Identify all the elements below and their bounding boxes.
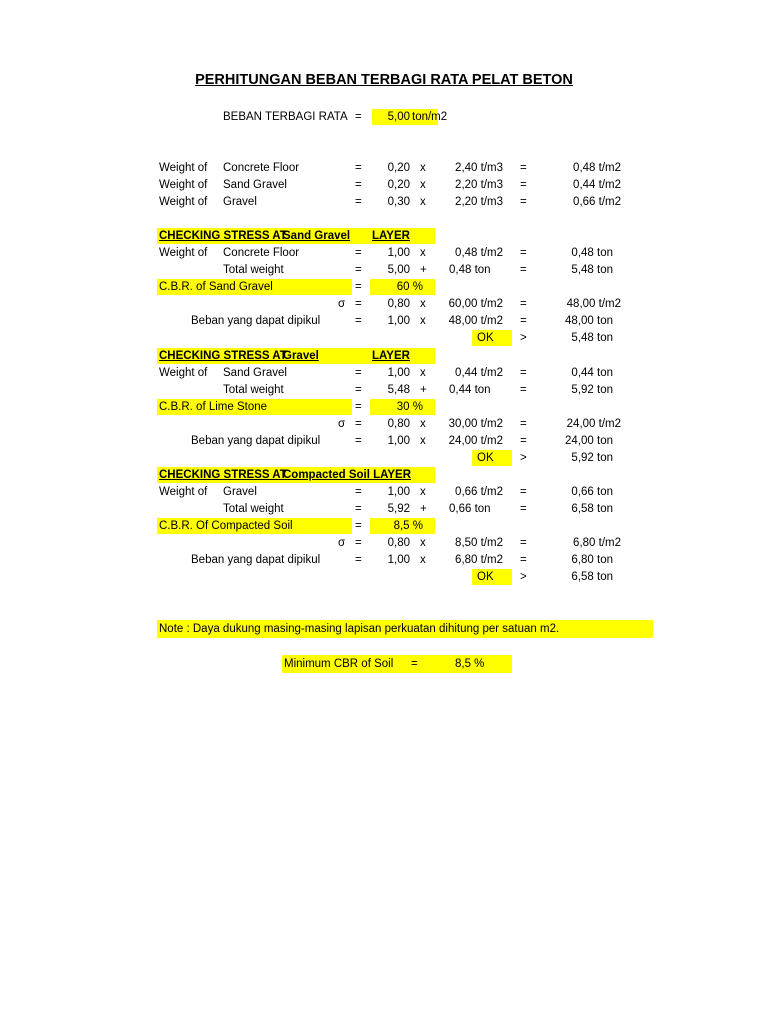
weight-density: 2,20 t/m3	[455, 179, 503, 191]
bearing-label: Beban yang dapat dipikul	[191, 554, 321, 566]
ok-gt: >	[520, 332, 527, 344]
total-weight-label: Total weight	[223, 264, 284, 276]
total-add: 0,66 ton	[449, 503, 491, 515]
ok-result: 5,48 ton	[571, 332, 613, 344]
total-weight-label: Total weight	[223, 384, 284, 396]
weight-eq: =	[355, 179, 362, 191]
minimum-label: Minimum CBR of Soil	[284, 658, 394, 670]
total-result: 5,48 ton	[571, 264, 613, 276]
section-heading-prefix: CHECKING STRESS AT	[159, 350, 287, 362]
bearing-result: 48,00 ton	[565, 315, 613, 327]
weight-eq: =	[355, 196, 362, 208]
ok-status: OK	[477, 452, 494, 464]
sigma-factor: 0,80	[387, 418, 410, 430]
sigma-result: 24,00 t/m2	[566, 418, 621, 430]
sigma-eq2: =	[520, 537, 527, 549]
weight-result: 0,66 ton	[571, 486, 613, 498]
total-eq: =	[355, 264, 362, 276]
weight-material: Sand Gravel	[223, 179, 287, 191]
total-eq2: =	[520, 503, 527, 515]
weight-eq2: =	[520, 247, 527, 259]
section-heading-layer-name: Gravel	[283, 350, 319, 362]
weight-label: Weight of	[159, 486, 208, 498]
weight-label: Weight of	[159, 162, 208, 174]
bearing-op: x	[420, 435, 426, 447]
weight-result: 0,48 ton	[571, 247, 613, 259]
cbr-value: 30 %	[396, 401, 423, 413]
sigma-cbr-load: 60,00 t/m2	[448, 298, 503, 310]
total-prev: 5,00	[387, 264, 410, 276]
weight-label: Weight of	[159, 179, 208, 191]
beban-label: BEBAN TERBAGI RATA	[223, 111, 348, 123]
weight-label: Weight of	[159, 247, 208, 259]
section-heading-layer-name: Sand Gravel	[283, 230, 351, 242]
sigma-eq2: =	[520, 298, 527, 310]
total-add: 0,48 ton	[449, 264, 491, 276]
total-result: 5,92 ton	[571, 384, 613, 396]
bearing-factor: 1,00	[387, 435, 410, 447]
bearing-factor: 1,00	[387, 315, 410, 327]
bearing-eq: =	[355, 435, 362, 447]
section-heading-prefix: CHECKING STRESS AT	[159, 469, 287, 481]
bearing-label: Beban yang dapat dipikul	[191, 435, 321, 447]
cbr-label: C.B.R. Of Compacted Soil	[159, 520, 293, 532]
sigma-result: 6,80 t/m2	[573, 537, 621, 549]
total-prev: 5,92	[387, 503, 410, 515]
sigma-eq: =	[355, 537, 362, 549]
bearing-eq: =	[355, 315, 362, 327]
weight-eq2: =	[520, 367, 527, 379]
weight-material: Concrete Floor	[223, 247, 300, 259]
weight-factor: 1,00	[387, 367, 410, 379]
sigma-symbol: σ	[338, 418, 346, 430]
weight-thickness: 0,30	[387, 196, 410, 208]
total-weight-label: Total weight	[223, 503, 284, 515]
weight-op: x	[420, 162, 426, 174]
cbr-value: 8,5 %	[393, 520, 423, 532]
sigma-cbr-load: 8,50 t/m2	[455, 537, 503, 549]
cbr-label: C.B.R. of Lime Stone	[159, 401, 268, 413]
total-result: 6,58 ton	[571, 503, 613, 515]
sigma-cbr-load: 30,00 t/m2	[448, 418, 503, 430]
bearing-op: x	[420, 315, 426, 327]
bearing-stress: 6,80 t/m2	[455, 554, 503, 566]
section-heading-suffix: LAYER	[372, 230, 410, 242]
sigma-op: x	[420, 537, 426, 549]
bearing-stress: 24,00 t/m2	[448, 435, 503, 447]
sigma-symbol: σ	[338, 298, 346, 310]
weight-label: Weight of	[159, 367, 208, 379]
cbr-eq: =	[355, 281, 362, 293]
weight-op: x	[420, 486, 426, 498]
page-title: PERHITUNGAN BEBAN TERBAGI RATA PELAT BETON	[195, 72, 573, 88]
weight-eq: =	[355, 367, 362, 379]
ok-gt: >	[520, 571, 527, 583]
sigma-eq2: =	[520, 418, 527, 430]
sigma-factor: 0,80	[387, 298, 410, 310]
weight-eq: =	[355, 486, 362, 498]
bearing-result: 24,00 ton	[565, 435, 613, 447]
bearing-label: Beban yang dapat dipikul	[191, 315, 321, 327]
weight-op: x	[420, 196, 426, 208]
total-prev: 5,48	[387, 384, 410, 396]
weight-op: x	[420, 367, 426, 379]
bearing-result: 6,80 ton	[571, 554, 613, 566]
cbr-eq: =	[355, 520, 362, 532]
weight-eq2: =	[520, 162, 527, 174]
weight-load: 0,66 t/m2	[455, 486, 503, 498]
minimum-value: 8,5 %	[455, 658, 485, 670]
cbr-label: C.B.R. of Sand Gravel	[159, 281, 273, 293]
weight-factor: 1,00	[387, 247, 410, 259]
total-eq: =	[355, 503, 362, 515]
sigma-result: 48,00 t/m2	[566, 298, 621, 310]
bearing-factor: 1,00	[387, 554, 410, 566]
bearing-eq2: =	[520, 554, 527, 566]
sigma-op: x	[420, 418, 426, 430]
bearing-eq2: =	[520, 435, 527, 447]
weight-eq: =	[355, 162, 362, 174]
weight-op: x	[420, 179, 426, 191]
ok-result: 6,58 ton	[571, 571, 613, 583]
sigma-symbol: σ	[338, 537, 346, 549]
weight-thickness: 0,20	[387, 179, 410, 191]
weight-factor: 1,00	[387, 486, 410, 498]
weight-density: 2,20 t/m3	[455, 196, 503, 208]
beban-value: 5,00	[387, 111, 410, 123]
weight-eq2: =	[520, 486, 527, 498]
weight-material: Gravel	[223, 196, 257, 208]
total-eq2: =	[520, 384, 527, 396]
section-heading-layer-name: Compacted Soil LAYER	[283, 469, 412, 481]
cbr-eq: =	[355, 401, 362, 413]
bearing-eq: =	[355, 554, 362, 566]
ok-status: OK	[477, 332, 494, 344]
weight-material: Gravel	[223, 486, 257, 498]
ok-status: OK	[477, 571, 494, 583]
weight-result: 0,44 t/m2	[573, 179, 621, 191]
weight-result: 0,48 t/m2	[573, 162, 621, 174]
sigma-eq: =	[355, 418, 362, 430]
total-op: +	[420, 503, 427, 515]
ok-result: 5,92 ton	[571, 452, 613, 464]
weight-density: 2,40 t/m3	[455, 162, 503, 174]
weight-result: 0,66 t/m2	[573, 196, 621, 208]
weight-eq2: =	[520, 196, 527, 208]
sigma-op: x	[420, 298, 426, 310]
weight-eq: =	[355, 247, 362, 259]
total-op: +	[420, 264, 427, 276]
weight-load: 0,44 t/m2	[455, 367, 503, 379]
total-op: +	[420, 384, 427, 396]
weight-material: Concrete Floor	[223, 162, 300, 174]
sigma-factor: 0,80	[387, 537, 410, 549]
section-heading-suffix: LAYER	[372, 350, 410, 362]
section-heading-prefix: CHECKING STRESS AT	[159, 230, 287, 242]
beban-unit: ton/m2	[412, 111, 448, 123]
bearing-stress: 48,00 t/m2	[448, 315, 503, 327]
bearing-op: x	[420, 554, 426, 566]
beban-eq: =	[355, 111, 362, 123]
weight-op: x	[420, 247, 426, 259]
total-eq2: =	[520, 264, 527, 276]
weight-eq2: =	[520, 179, 527, 191]
cbr-value: 60 %	[396, 281, 423, 293]
total-eq: =	[355, 384, 362, 396]
bearing-eq2: =	[520, 315, 527, 327]
total-add: 0,44 ton	[449, 384, 491, 396]
note-text: Note : Daya dukung masing-masing lapisan perkuatan dihitung per satuan m2.	[159, 623, 560, 635]
weight-material: Sand Gravel	[223, 367, 287, 379]
sigma-eq: =	[355, 298, 362, 310]
weight-load: 0,48 t/m2	[455, 247, 503, 259]
weight-thickness: 0,20	[387, 162, 410, 174]
weight-label: Weight of	[159, 196, 208, 208]
weight-result: 0,44 ton	[571, 367, 613, 379]
minimum-eq: =	[411, 658, 418, 670]
ok-gt: >	[520, 452, 527, 464]
